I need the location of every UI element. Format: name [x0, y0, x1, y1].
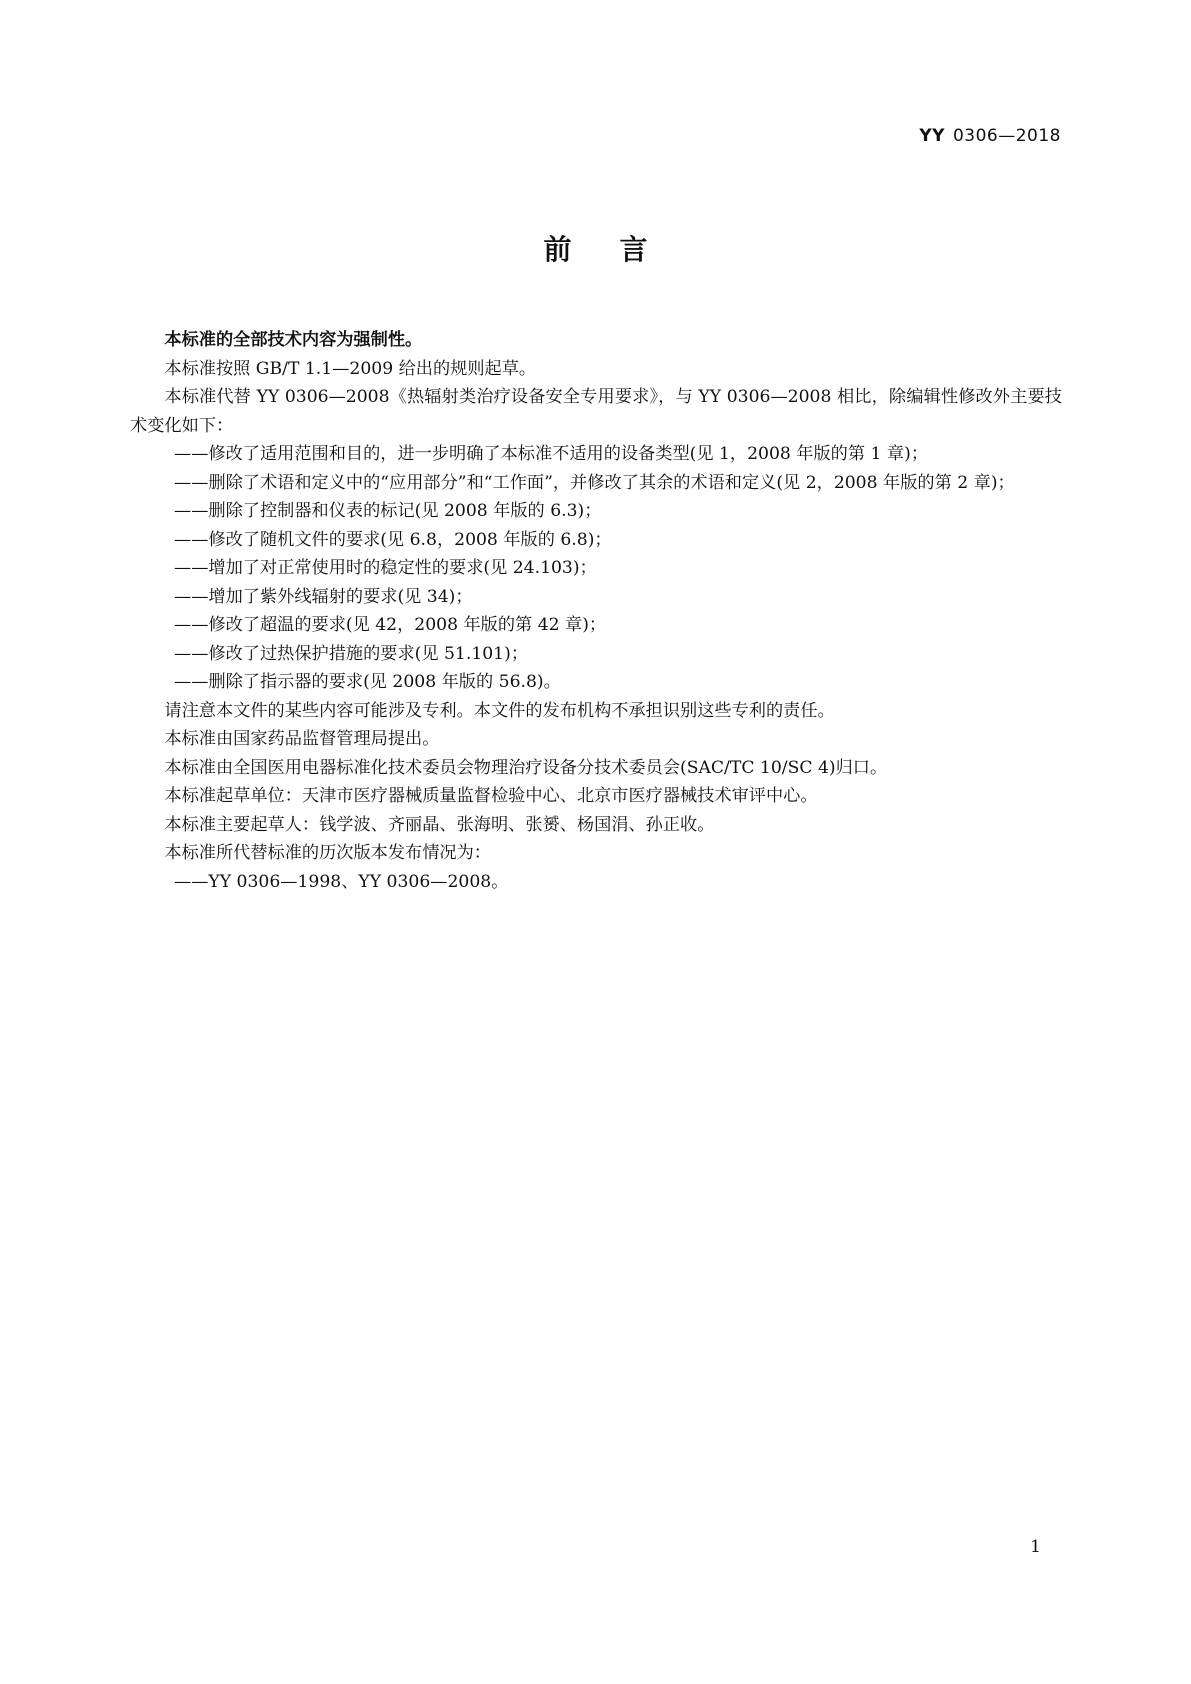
change-item: ——修改了超温的要求(见 42，2008 年版的第 42 章)； — [174, 615, 607, 635]
page-title: 前言 — [543, 233, 696, 266]
page-number: 1 — [1030, 1537, 1041, 1557]
drafters-paragraph: 本标准主要起草人：钱学波、齐丽晶、张海明、张赟、杨国涓、孙正收。 — [164, 814, 715, 835]
drafting-rules-paragraph: 本标准按照 GB/T 1.1—2009 给出的规则起草。 — [164, 358, 537, 379]
change-item: ——删除了指示器的要求(见 2008 年版的 56.8)。 — [174, 672, 561, 692]
history-item: ——YY 0306—1998、YY 0306—2008。 — [174, 871, 509, 892]
change-item: ——增加了紫外线辐射的要求(见 34)； — [174, 586, 473, 607]
patent-notice: 请注意本文件的某些内容可能涉及专利。本文件的发布机构不承担识别这些专利的责任。 — [164, 700, 835, 721]
change-item: ——修改了适用范围和目的，进一步明确了本标准不适用的设备类型(见 1，2008 年版的第 1 章)； — [174, 444, 929, 464]
mandatory-statement: 本标准的全部技术内容为强制性。 — [164, 330, 423, 350]
replacement-paragraph: 本标准代替 YY 0306—2008《热辐射类治疗设备安全专用要求》，与 YY 0306—2008 相比，除编辑性修改外主要技术变化如下： — [130, 387, 1062, 436]
change-item: ——增加了对正常使用时的稳定性的要求(见 24.103)； — [174, 558, 597, 578]
change-item: ——删除了控制器和仪表的标记(见 2008 年版的 6.3)； — [174, 501, 602, 521]
history-intro-paragraph: 本标准所代替标准的历次版本发布情况为： — [164, 843, 491, 863]
technical-committee-paragraph: 本标准由全国医用电器标准化技术委员会物理治疗设备分技术委员会(SAC/TC 10/SC 4)归口。 — [164, 757, 888, 778]
standard-code — [919, 126, 1061, 146]
proposer-paragraph: 本标准由国家药品监督管理局提出。 — [164, 729, 440, 749]
standard-code-number: 0306—2018 — [952, 126, 1061, 146]
drafting-units-paragraph: 本标准起草单位：天津市医疗器械质量监督检验中心、北京市医疗器械技术审评中心。 — [164, 786, 818, 806]
foreword-body — [130, 326, 1062, 896]
change-item: ——删除了术语和定义中的“应用部分”和“工作面”，并修改了其余的术语和定义(见 2，2008 年版的第 2 章)； — [174, 472, 1015, 493]
change-item: ——修改了过热保护措施的要求(见 51.101)； — [174, 643, 529, 664]
change-item: ——修改了随机文件的要求(见 6.8，2008 年版的 6.8)； — [174, 529, 612, 550]
standard-code-prefix: YY — [919, 126, 945, 146]
